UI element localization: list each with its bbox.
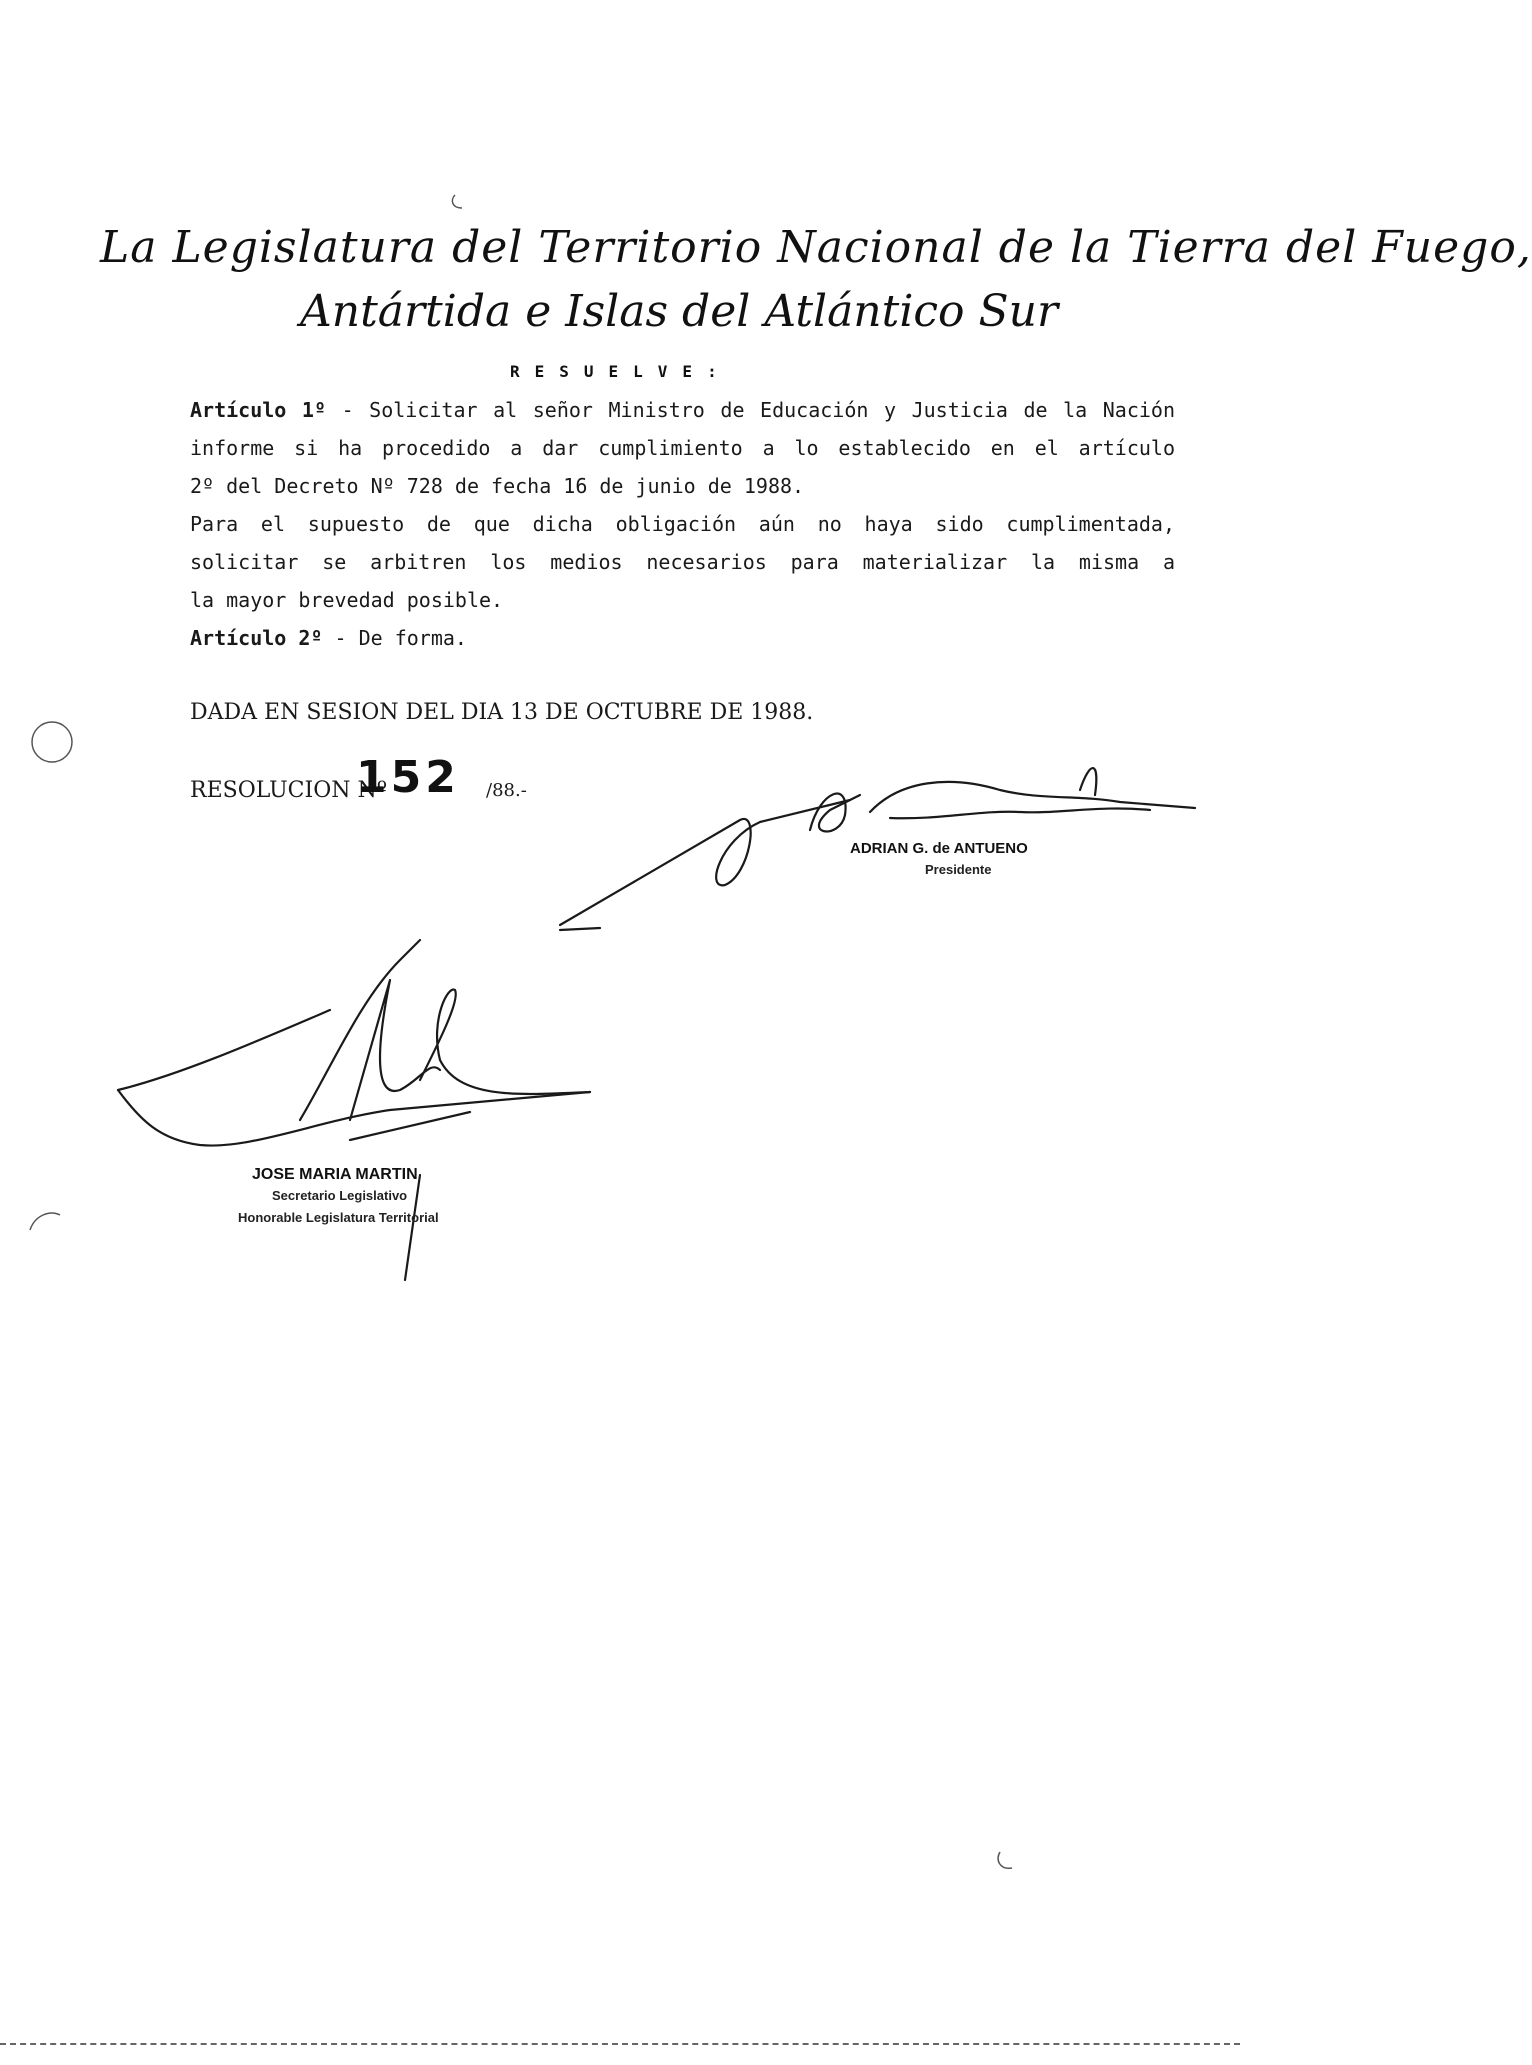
session-date: DADA EN SESION DEL DIA 13 DE OCTUBRE DE 1988. — [190, 700, 814, 725]
president-signature-stroke — [890, 808, 1150, 818]
page-bottom-dashed-edge — [0, 2043, 1240, 2045]
president-name: ADRIAN G. de ANTUENO — [850, 840, 1028, 857]
secretary-name: JOSE MARIA MARTIN — [252, 1166, 418, 1183]
margin-hole-mark — [32, 722, 72, 762]
article-2-text: - De forma. — [334, 626, 467, 650]
article-1-line-5: solicitar se arbitren los medios necesarios para materializar la misma a — [190, 550, 1175, 574]
article-1-label: Artículo 1º — [190, 398, 326, 422]
legislature-title-line-1: La Legislatura del Territorio Nacional de la Tierra del Fuego, — [100, 222, 1532, 273]
legislature-title-line-2: Antártida e Islas del Atlántico Sur — [300, 286, 1059, 337]
secretary-signature-stroke — [118, 1010, 330, 1090]
article-1-line-3: 2º del Decreto Nº 728 de fecha 16 de junio de 1988. — [190, 474, 805, 498]
president-signature-stroke — [810, 794, 860, 832]
secretary-signature-stroke — [350, 980, 440, 1120]
article-1-line-1-text: - Solicitar al señor Ministro de Educación y Justicia de la Nación — [341, 398, 1176, 422]
resolution-suffix: /88.- — [486, 780, 527, 801]
resolution-number-stamp: 152 — [356, 752, 460, 803]
secretary-signature-stroke — [420, 990, 590, 1094]
secretary-signature-stroke — [300, 940, 420, 1120]
article-1-line-4: Para el supuesto de que dicha obligación aún no haya sido cumplimentada, — [190, 512, 1175, 536]
margin-mark — [998, 1852, 1012, 1868]
article-2-label: Artículo 2º — [190, 626, 323, 650]
secretary-title: Secretario Legislativo — [272, 1188, 408, 1203]
secretary-signature-stroke — [405, 1175, 420, 1280]
secretary-signature-stroke — [350, 1112, 470, 1140]
resuelve-heading: RESUELVE: — [510, 362, 732, 381]
article-1-line-2: informe si ha procedido a dar cumplimiento a lo establecido en el artículo — [190, 436, 1175, 460]
president-signature-stroke — [870, 782, 1195, 812]
secretary-organization: Honorable Legislatura Territorial — [238, 1210, 439, 1225]
margin-mark — [30, 1213, 60, 1230]
president-signature-stroke — [560, 928, 600, 930]
president-signature-stroke — [1080, 768, 1096, 795]
president-title: Presidente — [925, 862, 992, 877]
secretary-signature-stroke — [118, 1090, 590, 1146]
article-1-line-6: la mayor brevedad posible. — [190, 588, 504, 612]
president-signature-stroke — [560, 800, 850, 925]
resolution-prefix: RESOLUCION Nº — [190, 778, 388, 803]
margin-mark — [452, 195, 462, 208]
